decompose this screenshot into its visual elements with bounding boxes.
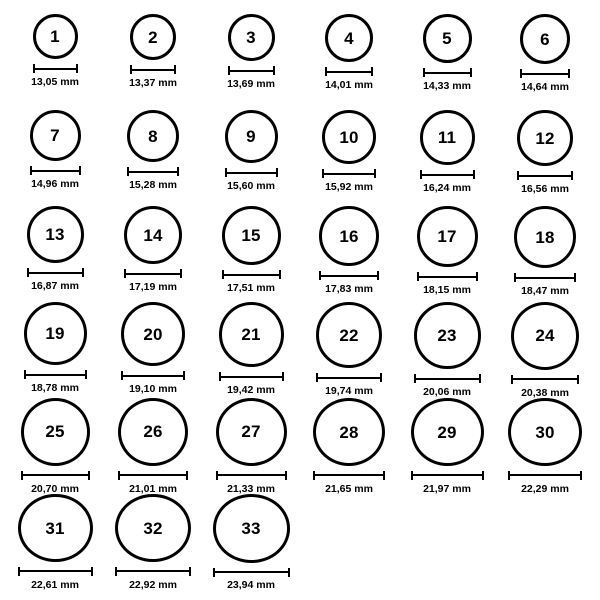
ring-size-label: 31	[45, 518, 65, 538]
measure-cap-left	[325, 67, 327, 76]
diameter-value: 22,92 mm	[129, 578, 177, 591]
ring-size-label: 10	[339, 127, 359, 147]
diameter-value: 21,33 mm	[227, 482, 275, 495]
measure-cap-right	[577, 375, 579, 384]
ring-size-cell	[398, 14, 496, 110]
ring-circle	[130, 14, 176, 60]
diameter-value: 13,37 mm	[129, 77, 177, 89]
ring-size-cell	[496, 110, 594, 206]
measure-cap-right	[276, 168, 278, 177]
diameter-measure-bar	[219, 372, 284, 381]
ring-circle	[319, 206, 379, 266]
ring-size-label: 5	[442, 29, 452, 48]
measure-cap-left	[30, 166, 32, 175]
diameter-measure-bar	[520, 69, 570, 78]
diameter-measure-bar	[216, 471, 287, 480]
ring-circle	[514, 206, 576, 268]
diameter-value: 19,10 mm	[129, 383, 177, 395]
measure-cap-right	[76, 64, 78, 73]
ring-size-cell	[104, 302, 202, 398]
measure-line	[127, 171, 179, 173]
ring-size-cell	[202, 206, 300, 302]
ring-size-label: 14	[143, 225, 163, 245]
measure-cap-right	[183, 371, 185, 380]
diameter-value: 20,06 mm	[423, 386, 471, 398]
ring-circle	[417, 206, 478, 267]
diameter-measure-bar	[414, 374, 481, 383]
ring-size-cell	[6, 110, 104, 206]
measure-line	[319, 275, 379, 277]
ring-size-cell	[398, 110, 496, 206]
measure-line	[115, 570, 191, 572]
ring-circle	[228, 14, 275, 61]
diameter-measure-bar	[316, 373, 382, 382]
measure-line	[124, 273, 182, 275]
ring-size-label: 9	[246, 127, 256, 146]
measure-cap-left	[21, 471, 23, 480]
ring-size-cell	[6, 14, 104, 110]
diameter-measure-bar	[24, 370, 87, 379]
diameter-value: 23,94 mm	[227, 578, 275, 591]
measure-cap-left	[222, 270, 224, 279]
diameter-measure-bar	[322, 169, 376, 178]
diameter-measure-bar	[420, 170, 475, 179]
diameter-measure-bar	[411, 471, 484, 479]
measure-line	[322, 173, 376, 175]
ring-size-cell	[202, 110, 300, 206]
diameter-value: 16,56 mm	[521, 183, 569, 195]
diameter-value: 18,78 mm	[31, 382, 79, 394]
measure-cap-left	[228, 66, 230, 75]
measure-cap-right	[470, 68, 472, 77]
ring-size-label: 23	[437, 326, 457, 345]
ring-size-cell	[6, 206, 104, 302]
diameter-measure-bar	[423, 68, 472, 77]
diameter-value: 13,05 mm	[31, 76, 79, 88]
diameter-value: 21,01 mm	[129, 482, 177, 495]
diameter-value: 20,70 mm	[31, 482, 79, 495]
ring-size-cell	[104, 14, 202, 110]
measure-cap-right	[574, 273, 576, 282]
diameter-value: 17,19 mm	[129, 281, 177, 293]
diameter-value: 14,64 mm	[521, 81, 569, 93]
measure-cap-right	[479, 374, 481, 383]
measure-cap-left	[322, 169, 324, 178]
diameter-measure-bar	[18, 567, 93, 575]
measure-line	[514, 277, 576, 279]
diameter-value: 19,42 mm	[227, 384, 275, 396]
ring-circle	[118, 398, 188, 466]
measure-cap-right	[285, 471, 287, 480]
diameter-value: 14,33 mm	[423, 80, 471, 92]
ring-circle	[511, 302, 579, 370]
ring-size-cell	[496, 302, 594, 398]
ring-size-label: 33	[241, 518, 261, 538]
ring-circle	[225, 110, 278, 163]
ring-circle	[18, 494, 93, 562]
ring-size-label: 21	[241, 325, 261, 344]
measure-cap-right	[279, 270, 281, 279]
measure-cap-right	[571, 171, 573, 180]
measure-cap-right	[568, 69, 570, 78]
ring-circle	[508, 398, 582, 466]
measure-line	[325, 71, 373, 73]
diameter-measure-bar	[228, 66, 275, 75]
ring-size-cell	[496, 14, 594, 110]
measure-cap-right	[174, 65, 176, 74]
ring-circle	[121, 302, 185, 366]
diameter-value: 14,01 mm	[325, 79, 373, 91]
measure-line	[520, 73, 570, 75]
ring-circle	[520, 14, 570, 64]
diameter-value: 15,28 mm	[129, 179, 177, 191]
measure-cap-right	[88, 471, 90, 480]
ring-size-label: 18	[535, 227, 555, 247]
ring-size-cell	[300, 302, 398, 398]
ring-size-label: 20	[143, 324, 163, 344]
ring-circle	[411, 398, 484, 466]
ring-size-label: 6	[540, 29, 550, 49]
ring-size-cell	[300, 398, 398, 494]
ring-size-label: 32	[143, 518, 163, 538]
measure-cap-right	[180, 269, 182, 278]
ring-size-cell	[300, 14, 398, 110]
diameter-value: 16,24 mm	[423, 182, 471, 194]
ring-size-cell	[202, 14, 300, 110]
ring-size-cell	[300, 110, 398, 206]
measure-cap-right	[580, 471, 582, 480]
diameter-measure-bar	[121, 371, 185, 380]
diameter-measure-bar	[313, 471, 385, 479]
measure-line	[225, 172, 278, 174]
ring-circle	[213, 494, 290, 563]
diameter-value: 19,74 mm	[325, 385, 373, 397]
diameter-measure-bar	[222, 270, 281, 279]
ring-size-label: 22	[339, 325, 359, 345]
measure-cap-right	[473, 170, 475, 179]
measure-cap-left	[423, 68, 425, 77]
diameter-value: 20,38 mm	[521, 386, 569, 399]
measure-cap-right	[482, 471, 484, 480]
ring-size-cell	[398, 302, 496, 398]
diameter-value: 21,97 mm	[423, 482, 471, 495]
measure-cap-right	[85, 370, 87, 379]
measure-line	[508, 474, 582, 476]
diameter-value: 16,87 mm	[31, 280, 79, 292]
ring-size-label: 1	[50, 27, 60, 46]
ring-size-label: 4	[344, 28, 354, 48]
ring-size-label: 16	[339, 226, 359, 246]
diameter-measure-bar	[319, 271, 379, 280]
measure-cap-right	[177, 167, 179, 176]
measure-cap-left	[420, 170, 422, 179]
measure-cap-right	[374, 169, 376, 178]
diameter-measure-bar	[21, 471, 90, 480]
ring-circle	[322, 110, 376, 164]
ring-size-label: 15	[241, 226, 261, 245]
measure-cap-right	[288, 568, 290, 577]
measure-line	[24, 374, 87, 376]
measure-cap-left	[411, 471, 413, 480]
ring-circle	[222, 206, 281, 265]
diameter-measure-bar	[124, 269, 182, 278]
measure-cap-right	[282, 372, 284, 381]
measure-line	[21, 474, 90, 476]
measure-cap-left	[18, 567, 20, 576]
measure-cap-left	[417, 272, 419, 281]
ring-size-label: 30	[535, 422, 555, 442]
ring-circle	[219, 302, 284, 367]
measure-line	[414, 378, 481, 380]
ring-size-label: 25	[45, 422, 65, 442]
measure-cap-left	[219, 372, 221, 381]
ring-size-cell	[496, 398, 594, 494]
measure-cap-left	[225, 168, 227, 177]
measure-cap-left	[121, 371, 123, 380]
measure-cap-left	[115, 567, 117, 576]
ring-circle	[33, 14, 78, 59]
diameter-measure-bar	[118, 471, 188, 480]
diameter-measure-bar	[33, 64, 78, 73]
ring-size-label: 28	[339, 422, 359, 442]
measure-cap-left	[319, 271, 321, 280]
measure-line	[423, 72, 472, 74]
measure-cap-right	[380, 373, 382, 382]
diameter-measure-bar	[514, 273, 576, 282]
ring-size-label: 17	[437, 227, 457, 246]
ring-size-grid	[6, 14, 594, 590]
ring-size-cell	[104, 494, 202, 590]
measure-cap-right	[273, 66, 275, 75]
diameter-value: 14,96 mm	[31, 178, 79, 190]
measure-line	[417, 276, 478, 278]
diameter-measure-bar	[508, 471, 582, 479]
diameter-value: 21,65 mm	[325, 482, 373, 495]
diameter-value: 22,61 mm	[31, 578, 79, 591]
ring-circle	[216, 398, 287, 466]
ring-size-label: 26	[143, 422, 163, 442]
measure-cap-left	[414, 374, 416, 383]
measure-cap-left	[33, 64, 35, 73]
ring-circle	[423, 14, 472, 63]
measure-cap-left	[130, 65, 132, 74]
measure-line	[216, 474, 287, 476]
ring-size-label: 19	[45, 324, 65, 343]
measure-cap-left	[514, 273, 516, 282]
measure-line	[420, 174, 475, 176]
measure-line	[222, 274, 281, 276]
measure-cap-left	[511, 375, 513, 384]
diameter-value: 18,15 mm	[423, 284, 471, 296]
ring-circle	[24, 302, 87, 365]
measure-cap-left	[520, 69, 522, 78]
ring-size-cell	[202, 302, 300, 398]
measure-line	[313, 474, 385, 476]
ring-circle	[127, 110, 179, 162]
ring-size-label: 13	[45, 225, 65, 244]
diameter-measure-bar	[417, 272, 478, 281]
measure-line	[316, 377, 382, 379]
measure-cap-right	[82, 268, 84, 277]
ring-circle	[316, 302, 382, 368]
ring-size-label: 24	[535, 326, 555, 346]
diameter-value: 15,92 mm	[325, 181, 373, 193]
diameter-value: 22,29 mm	[521, 482, 569, 495]
diameter-value: 17,51 mm	[227, 282, 275, 294]
diameter-measure-bar	[225, 168, 278, 177]
measure-line	[27, 272, 84, 274]
diameter-value: 13,69 mm	[227, 78, 275, 90]
ring-circle	[27, 206, 84, 263]
ring-size-cell	[202, 398, 300, 494]
diameter-value: 17,83 mm	[325, 283, 373, 295]
measure-cap-left	[517, 171, 519, 180]
measure-line	[517, 175, 573, 177]
ring-size-label: 12	[535, 128, 555, 148]
diameter-measure-bar	[30, 166, 81, 175]
ring-size-cell	[6, 302, 104, 398]
measure-cap-left	[24, 370, 26, 379]
measure-line	[121, 375, 185, 377]
measure-cap-left	[508, 471, 510, 480]
measure-cap-left	[313, 471, 315, 480]
measure-line	[118, 474, 188, 476]
diameter-measure-bar	[213, 568, 290, 576]
ring-circle	[30, 110, 81, 161]
ring-circle	[124, 206, 182, 264]
ring-circle	[325, 14, 373, 62]
ring-size-cell	[6, 398, 104, 494]
ring-circle	[420, 110, 475, 165]
ring-size-cell	[496, 206, 594, 302]
ring-size-cell	[202, 494, 300, 590]
measure-cap-left	[213, 568, 215, 577]
ring-size-cell	[104, 206, 202, 302]
measure-cap-left	[124, 269, 126, 278]
ring-size-label: 3	[246, 28, 256, 47]
diameter-measure-bar	[130, 65, 176, 74]
measure-cap-left	[27, 268, 29, 277]
diameter-measure-bar	[27, 268, 84, 277]
ring-size-label: 8	[148, 126, 158, 146]
measure-line	[130, 69, 176, 71]
measure-cap-right	[79, 166, 81, 175]
ring-size-label: 7	[50, 126, 60, 145]
measure-cap-left	[316, 373, 318, 382]
ring-size-label: 11	[437, 128, 457, 147]
diameter-value: 18,47 mm	[521, 285, 569, 297]
measure-line	[213, 571, 290, 573]
ring-size-label: 2	[148, 27, 158, 47]
measure-line	[33, 68, 78, 70]
diameter-measure-bar	[115, 567, 191, 575]
measure-line	[219, 376, 284, 378]
measure-cap-right	[91, 567, 93, 576]
ring-size-cell	[104, 110, 202, 206]
ring-size-cell	[398, 398, 496, 494]
ring-size-cell	[300, 206, 398, 302]
ring-circle	[115, 494, 191, 562]
ring-size-cell	[6, 494, 104, 590]
ring-circle	[517, 110, 573, 166]
diameter-measure-bar	[517, 171, 573, 180]
measure-cap-right	[371, 67, 373, 76]
measure-line	[511, 378, 579, 380]
ring-size-cell	[104, 398, 202, 494]
measure-line	[18, 570, 93, 572]
measure-line	[228, 70, 275, 72]
measure-line	[411, 474, 484, 476]
measure-cap-right	[476, 272, 478, 281]
diameter-measure-bar	[511, 375, 579, 384]
measure-cap-right	[189, 567, 191, 576]
measure-cap-left	[118, 471, 120, 480]
ring-size-cell	[398, 206, 496, 302]
measure-cap-left	[216, 471, 218, 480]
diameter-measure-bar	[127, 167, 179, 176]
measure-cap-right	[186, 471, 188, 480]
measure-cap-right	[377, 271, 379, 280]
measure-line	[30, 170, 81, 172]
ring-circle	[21, 398, 90, 466]
measure-cap-right	[383, 471, 385, 480]
ring-circle	[414, 302, 481, 369]
diameter-value: 15,60 mm	[227, 180, 275, 192]
ring-circle	[313, 398, 385, 466]
diameter-measure-bar	[325, 67, 373, 76]
ring-size-label: 29	[437, 422, 457, 442]
measure-cap-left	[127, 167, 129, 176]
ring-size-label: 27	[241, 422, 261, 442]
